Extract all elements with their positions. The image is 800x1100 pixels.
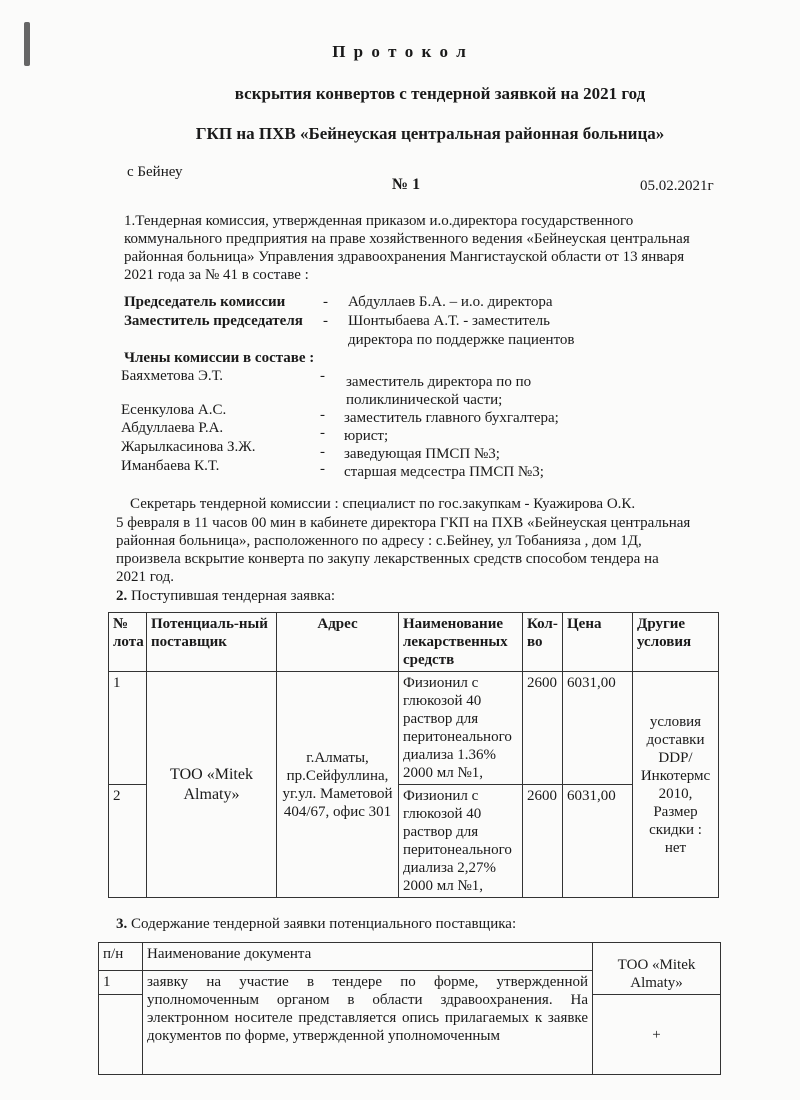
header-lot: № лота bbox=[109, 613, 147, 672]
member-role: юрист; bbox=[344, 428, 389, 444]
price: 6031,00 bbox=[563, 785, 633, 898]
header-conditions: Другие условия bbox=[633, 613, 719, 672]
protocol-date: 05.02.2021г bbox=[640, 178, 714, 194]
drug-name: Физионил с глюкозой 40 раствор для перитонеального диализа 2,27% 2000 мл №1, bbox=[399, 785, 523, 898]
header-quantity: Кол-во bbox=[523, 613, 563, 672]
member-role: заместитель директора по по bbox=[346, 374, 532, 390]
organization-name: ГКП на ПХВ «Бейнеуская центральная районная больница» bbox=[195, 124, 665, 143]
number-cell: 1 bbox=[99, 971, 143, 995]
paragraph-line: районная больница» Управления здравоохранения Мангистауской области от 13 января bbox=[124, 249, 685, 265]
table-row bbox=[109, 672, 719, 785]
header-drug-name: Наименование лекарственных средств bbox=[399, 613, 523, 672]
member-name: Жарылкасинова З.Ж. bbox=[121, 439, 256, 455]
opening-paragraph bbox=[116, 514, 742, 586]
paragraph-line: 1.Тендерная комиссия, утвержденная приказом и.о.директора государственного bbox=[124, 213, 634, 229]
deputy-value: Шонтыбаева А.Т. - заместитель bbox=[348, 313, 550, 329]
member-name: Баяхметова Э.Т. bbox=[121, 368, 224, 384]
commission-paragraph bbox=[124, 212, 742, 284]
conditions-cell: условия доставки DDP/ Инкотермс 2010, Размер скидки : нет bbox=[633, 672, 719, 898]
section-number: 2. bbox=[116, 588, 128, 604]
member-role: старшая медсестра ПМСП №3; bbox=[344, 464, 544, 480]
section-number: 3. bbox=[116, 916, 128, 932]
price: 6031,00 bbox=[563, 672, 633, 785]
section-2-heading bbox=[116, 588, 335, 605]
section-text: Содержание тендерной заявки потенциального поставщика: bbox=[131, 916, 517, 932]
member-role-cont: поликлинической части; bbox=[346, 392, 503, 408]
presence-mark: + bbox=[593, 995, 721, 1075]
header-supplier: Потенциаль-ный поставщик bbox=[147, 613, 277, 672]
deputy-dash: - bbox=[323, 313, 328, 329]
table-header-row bbox=[99, 943, 721, 971]
paragraph-line: 2021 год. bbox=[116, 569, 174, 585]
paragraph-line: коммунального предприятия на праве хозяйственного ведения «Бейнеуская центральная bbox=[124, 231, 690, 247]
section-3-heading bbox=[116, 916, 516, 933]
chair-label: Председатель комиссии bbox=[124, 294, 286, 310]
member-name: Есенкулова А.С. bbox=[121, 402, 227, 418]
deputy-value-cont: директора по поддержке пациентов bbox=[348, 332, 575, 348]
member-role: заведующая ПМСП №3; bbox=[344, 446, 500, 462]
bid-contents-table bbox=[98, 942, 721, 1075]
secretary-line: Секретарь тендерной комиссии : специалист по гос.закупкам - Куажирова О.К. bbox=[130, 496, 636, 512]
supplier-cell: ТОО «Mitek Almaty» bbox=[147, 672, 277, 898]
header-address: Адрес bbox=[277, 613, 399, 672]
chair-value: Абдуллаев Б.А. – и.о. директора bbox=[348, 294, 553, 310]
table-header-row bbox=[109, 613, 719, 672]
member-role: заместитель главного бухгалтера; bbox=[344, 410, 559, 426]
document-description: заявку на участие в тендере по форме, утвержденной уполномоченным органом в области здравоохранения. На электронном носителе представляется опись прилагаемых к заявке документов по форме, утвержденной уполномоченным bbox=[143, 971, 593, 1075]
member-name: Иманбаева К.Т. bbox=[121, 458, 220, 474]
quantity: 2600 bbox=[523, 785, 563, 898]
drug-name: Физионил с глюкозой 40 раствор для перитонеального диализа 1.36% 2000 мл №1, bbox=[399, 672, 523, 785]
member-dash: - bbox=[320, 461, 325, 477]
document-title: П р о т о к о л bbox=[332, 42, 468, 61]
member-dash: - bbox=[320, 444, 325, 460]
number-cell-cont bbox=[99, 995, 143, 1075]
protocol-number: № 1 bbox=[392, 176, 421, 193]
header-number: п/н bbox=[99, 943, 143, 971]
address-cell: г.Алматы, пр.Сейфуллина, уг.ул. Маметовой 404/67, офис 301 bbox=[277, 672, 399, 898]
quantity: 2600 bbox=[523, 672, 563, 785]
header-document: Наименование документа bbox=[143, 943, 593, 971]
header-supplier: ТОО «Mitek Almaty» bbox=[593, 943, 721, 995]
place: с Бейнеу bbox=[127, 164, 183, 180]
lot-number: 2 bbox=[109, 785, 147, 898]
member-name: Абдуллаева Р.А. bbox=[121, 420, 224, 436]
paragraph-line: районная больница», расположенного по адресу : с.Бейнеу, ул Тобанияза , дом 1Д, bbox=[116, 533, 642, 549]
paragraph-line: 5 февраля в 11 часов 00 мин в кабинете директора ГКП на ПХВ «Бейнеуская центральная bbox=[116, 515, 691, 531]
lot-number: 1 bbox=[109, 672, 147, 785]
chair-dash: - bbox=[323, 294, 328, 310]
header-price: Цена bbox=[563, 613, 633, 672]
document-subtitle: вскрытия конвертов с тендерной заявкой на 2021 год bbox=[234, 84, 646, 103]
tender-bid-table bbox=[108, 612, 719, 898]
member-dash: - bbox=[320, 407, 325, 423]
member-dash: - bbox=[320, 368, 325, 384]
paragraph-line: произвела вскрытие конверта по закупу лекарственных средств способом тендера на bbox=[116, 551, 659, 567]
deputy-label: Заместитель председателя bbox=[124, 313, 303, 329]
section-text: Поступившая тендерная заявка: bbox=[131, 588, 336, 604]
member-dash: - bbox=[320, 425, 325, 441]
paragraph-line: 2021 года за № 41 в составе : bbox=[124, 267, 309, 283]
members-heading: Члены комиссии в составе : bbox=[124, 350, 315, 366]
